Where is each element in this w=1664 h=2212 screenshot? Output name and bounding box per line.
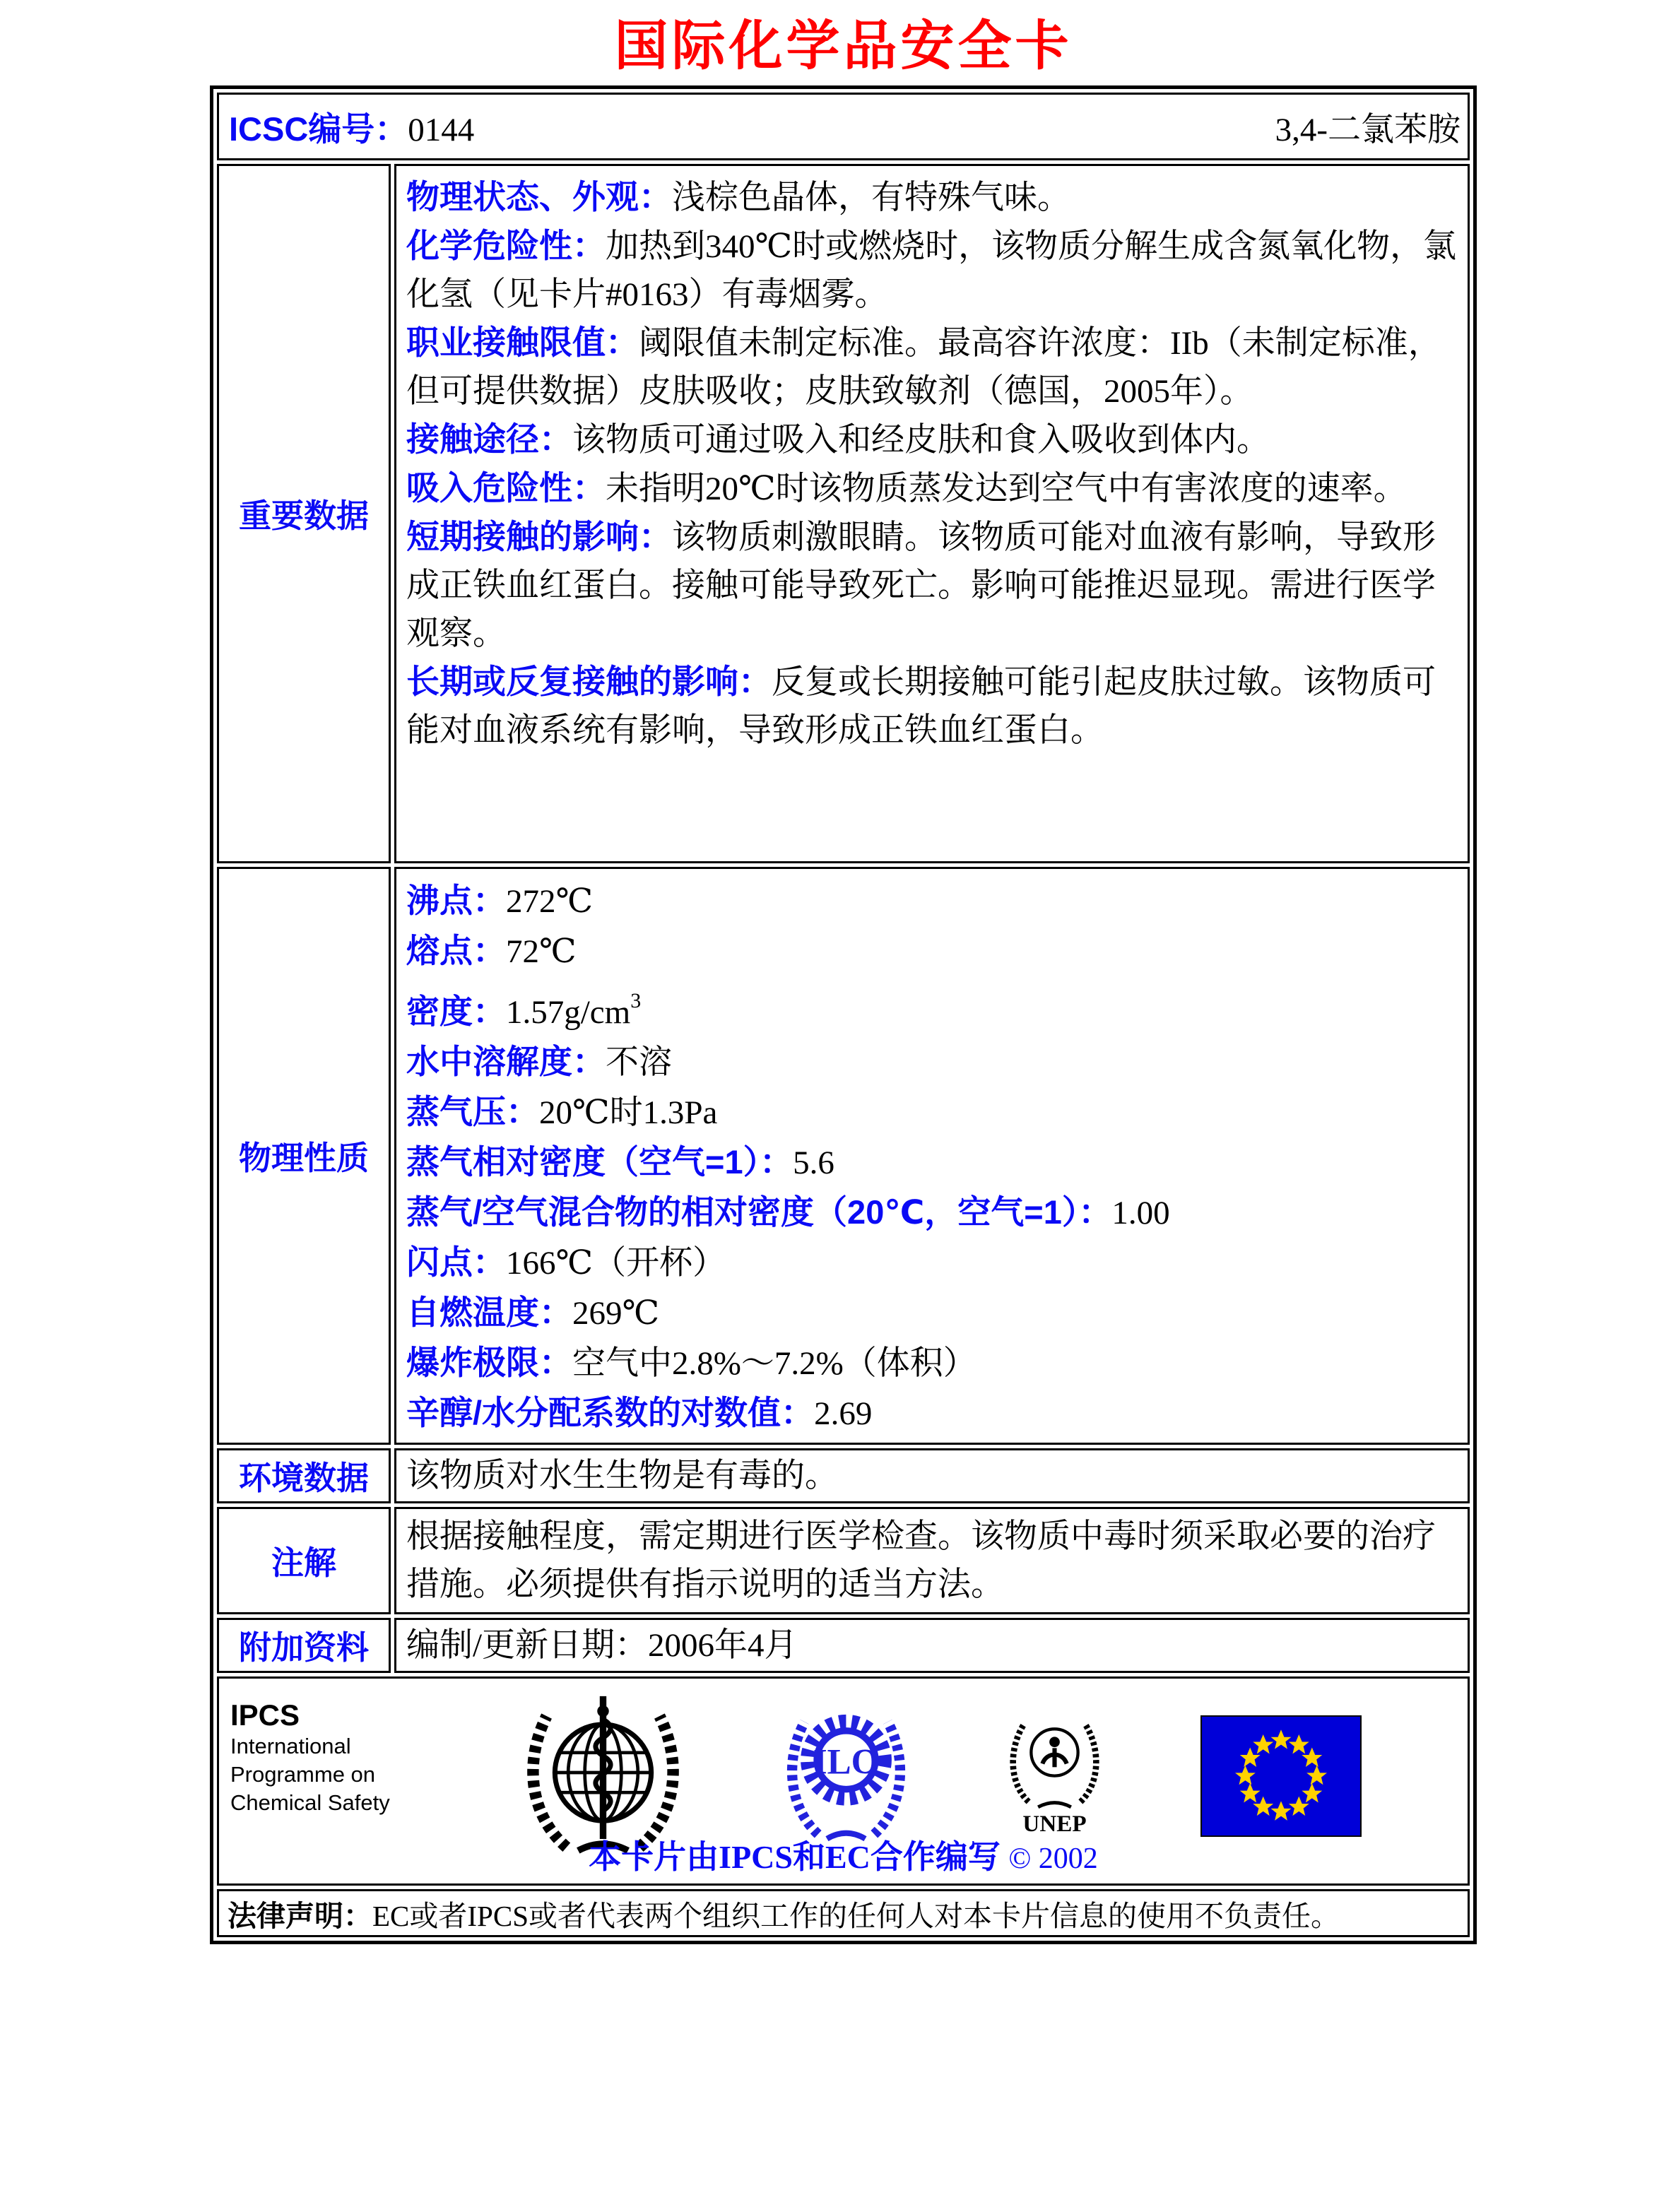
section-label-notes: 注解 — [271, 1544, 336, 1581]
section-label-cell-additional — [217, 1618, 391, 1673]
section-label-env: 环境数据 — [239, 1460, 369, 1496]
section-label-cell-env — [217, 1448, 391, 1503]
legal-label: 法律声明： — [228, 1899, 372, 1932]
superscript: 3 — [630, 989, 642, 1012]
chemical-name: 3,4-二氯苯胺 — [1275, 111, 1461, 148]
item-text: 5.6 — [793, 1145, 834, 1181]
ipcs-line: Chemical Safety — [230, 1790, 390, 1815]
icsc-number-group — [229, 103, 474, 150]
header-cell — [217, 93, 1470, 160]
ipcs-line: International — [230, 1734, 351, 1758]
environmental-data-row — [217, 1448, 1470, 1503]
ilo-logo-icon — [784, 1688, 908, 1853]
physical-properties-content — [394, 867, 1470, 1445]
item-label: 熔点： — [406, 932, 506, 969]
item-label: 蒸气相对密度（空气=1）： — [406, 1143, 793, 1181]
notes-content — [394, 1507, 1470, 1614]
ipcs-line: Programme on — [230, 1762, 376, 1787]
data-item — [406, 1338, 1458, 1388]
item-label: 水中溶解度： — [406, 1043, 606, 1080]
data-item — [406, 1087, 1458, 1137]
item-label: 化学危险性： — [406, 227, 606, 264]
item-text: 1.57g/cm — [506, 994, 631, 1031]
data-item — [406, 1513, 1458, 1609]
item-text: 20℃时1.3Pa — [539, 1094, 718, 1131]
item-text: 阈限值未制定标准。最高容许浓度：IIb（未制定标准，但可提供数据）皮肤吸收；皮肤致敏剂（德国，2005年）。 — [406, 325, 1441, 410]
data-item — [406, 415, 1458, 464]
data-item — [406, 319, 1458, 415]
data-item — [406, 1137, 1458, 1188]
item-text: 未指明20℃时该物质蒸发达到空气中有害浓度的速率。 — [606, 471, 1407, 507]
data-item — [406, 1621, 1458, 1669]
data-item — [406, 1188, 1458, 1238]
item-text: 72℃ — [506, 933, 577, 970]
data-item — [406, 658, 1458, 755]
credit-text: 本卡片由IPCS和EC合作编写 — [589, 1839, 1001, 1875]
data-item — [406, 1288, 1458, 1338]
physical-properties-row — [217, 867, 1470, 1445]
data-item — [406, 222, 1458, 319]
copyright-text: © 2002 — [1008, 1843, 1098, 1875]
item-label: 自燃温度： — [406, 1294, 572, 1331]
additional-info-row — [217, 1618, 1470, 1673]
item-text: 该物质刺激眼睛。该物质可能对血液有影响，导致形成正铁血红蛋白。接触可能导致死亡。影响可能推迟显现。需进行医学观察。 — [406, 519, 1436, 652]
important-data-content — [394, 164, 1470, 863]
section-label-physical: 物理性质 — [239, 1140, 369, 1176]
icsc-number-value: 0144 — [408, 111, 475, 148]
icsc-number-label: ICSC编号： — [229, 110, 408, 148]
legal-row — [217, 1889, 1470, 1937]
item-text: 加热到340℃时或燃烧时，该物质分解生成含氮氧化物，氯化氢（见卡片#0163）有毒烟雾。 — [406, 228, 1457, 313]
data-item — [406, 1037, 1458, 1087]
important-data-row — [217, 164, 1470, 863]
item-text: 浅棕色晶体，有特殊气味。 — [672, 179, 1070, 216]
item-text: 2.69 — [814, 1395, 873, 1432]
item-text: 根据接触程度，需定期进行医学检查。该物质中毒时须采取必要的治疗措施。必须提供有指示说明的适当方法。 — [406, 1518, 1436, 1603]
data-item — [406, 513, 1458, 658]
item-text: 编制/更新日期：2006年4月 — [406, 1627, 798, 1664]
data-item — [406, 876, 1458, 926]
unep-logo-text: UNEP — [1022, 1811, 1087, 1838]
item-text: 不溶 — [606, 1044, 672, 1081]
item-text: 1.00 — [1111, 1195, 1170, 1231]
logos-cell — [217, 1676, 1470, 1886]
icsc-card-table — [210, 85, 1477, 1944]
item-label: 蒸气压： — [406, 1093, 539, 1130]
data-item — [406, 1238, 1458, 1288]
legal-cell — [217, 1889, 1470, 1937]
item-label: 爆炸极限： — [406, 1344, 572, 1381]
environmental-data-content — [394, 1448, 1470, 1503]
item-label: 短期接触的影响： — [406, 518, 672, 555]
item-text: 272℃ — [506, 883, 594, 920]
item-label: 辛醇/水分配系数的对数值： — [406, 1394, 815, 1431]
item-label: 物理状态、外观： — [406, 178, 672, 215]
data-item — [406, 1452, 1458, 1500]
item-label: 密度： — [406, 993, 506, 1030]
item-label: 沸点： — [406, 882, 506, 919]
item-text: 该物质可通过吸入和经皮肤和食入吸收到体内。 — [572, 422, 1270, 459]
logos-row — [217, 1676, 1470, 1886]
data-item — [406, 926, 1458, 976]
item-label: 吸入危险性： — [406, 469, 606, 507]
item-label: 接触途径： — [406, 420, 572, 458]
data-item — [406, 173, 1458, 222]
credit-line — [219, 1831, 1468, 1878]
notes-row — [217, 1507, 1470, 1614]
data-item — [406, 976, 1458, 1037]
eu-flag-icon — [1200, 1715, 1362, 1840]
unep-logo-icon — [1007, 1688, 1102, 1855]
item-label: 职业接触限值： — [406, 324, 639, 361]
data-item — [406, 1388, 1458, 1438]
ipcs-text-block — [230, 1688, 421, 1817]
section-label-additional: 附加资料 — [239, 1629, 369, 1666]
ilo-logo-text: ILO — [813, 1742, 880, 1782]
section-label-important: 重要数据 — [239, 497, 369, 534]
section-label-cell-notes — [217, 1507, 391, 1614]
item-label: 闪点： — [406, 1243, 506, 1281]
item-text: 反复或长期接触可能引起皮肤过敏。该物质可能对血液系统有影响，导致形成正铁血红蛋白。 — [406, 664, 1436, 749]
section-label-cell-important — [217, 164, 391, 863]
item-text: 166℃（开杯） — [506, 1245, 726, 1282]
legal-text: EC或者IPCS或者代表两个组织工作的任何人对本卡片信息的使用不负责任。 — [372, 1899, 1340, 1932]
item-text: 269℃ — [572, 1295, 660, 1332]
ipcs-title: IPCS — [230, 1698, 300, 1732]
page-title: 国际化学品安全卡 — [614, 17, 1073, 76]
item-text: 该物质对水生生物是有毒的。 — [406, 1457, 838, 1494]
item-label: 长期或反复接触的影响： — [406, 663, 772, 700]
item-text: 空气中2.8%～7.2%（体积） — [572, 1345, 976, 1382]
data-item — [406, 464, 1458, 513]
header-row — [217, 93, 1470, 160]
section-label-cell-physical — [217, 867, 391, 1445]
item-label: 蒸气/空气混合物的相对密度（20℃，空气=1）： — [406, 1193, 1112, 1231]
additional-info-content — [394, 1618, 1470, 1673]
